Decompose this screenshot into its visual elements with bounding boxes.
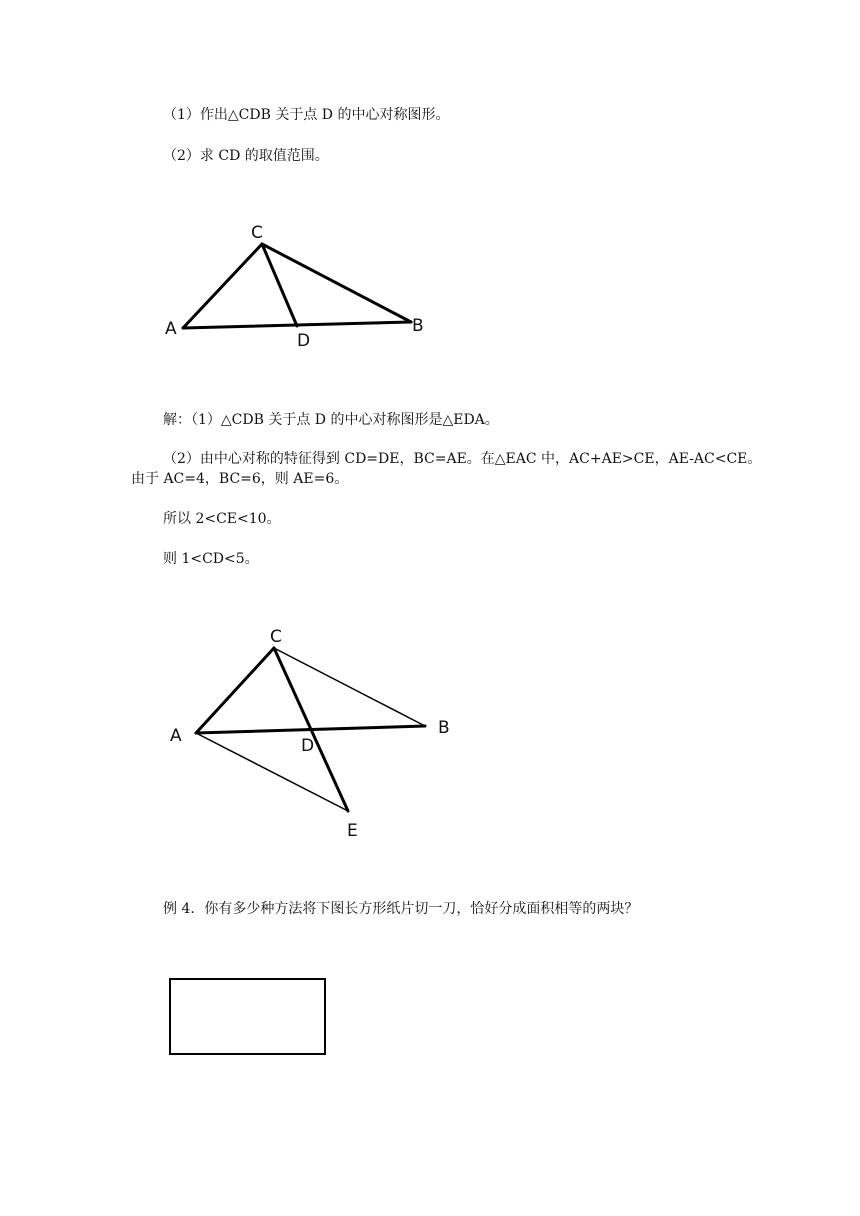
label-d: D — [301, 736, 315, 756]
example-4: 例 4．你有多少种方法将下图长方形纸片切一刀，恰好分成面积相等的两块？ — [163, 901, 639, 917]
label-d: D — [297, 331, 311, 351]
label-e: E — [347, 821, 358, 841]
label-a: A — [165, 319, 177, 339]
label-b: B — [438, 718, 450, 738]
solution-2-line-1: （2）由中心对称的特征得到 CD=DE，BC=AE。在△EAC 中，AC+AE>CE，AE-AC<CE。 — [163, 451, 762, 467]
label-b: B — [412, 316, 424, 336]
solution-3: 所以 2<CE<10。 — [163, 511, 281, 527]
paper-rectangle — [170, 979, 325, 1054]
label-a: A — [170, 726, 182, 746]
question-2: （2）求 CD 的取值范围。 — [163, 148, 329, 164]
label-c: C — [251, 223, 263, 243]
question-1: （1）作出△CDB 关于点 D 的中心对称图形。 — [163, 107, 450, 123]
label-c: C — [270, 627, 282, 647]
solution-2-line-2: 由于 AC=4，BC=6，则 AE=6。 — [131, 471, 349, 487]
solution-1: 解：（1）△CDB 关于点 D 的中心对称图形是△EDA。 — [163, 412, 499, 428]
solution-4: 则 1<CD<5。 — [163, 551, 259, 567]
